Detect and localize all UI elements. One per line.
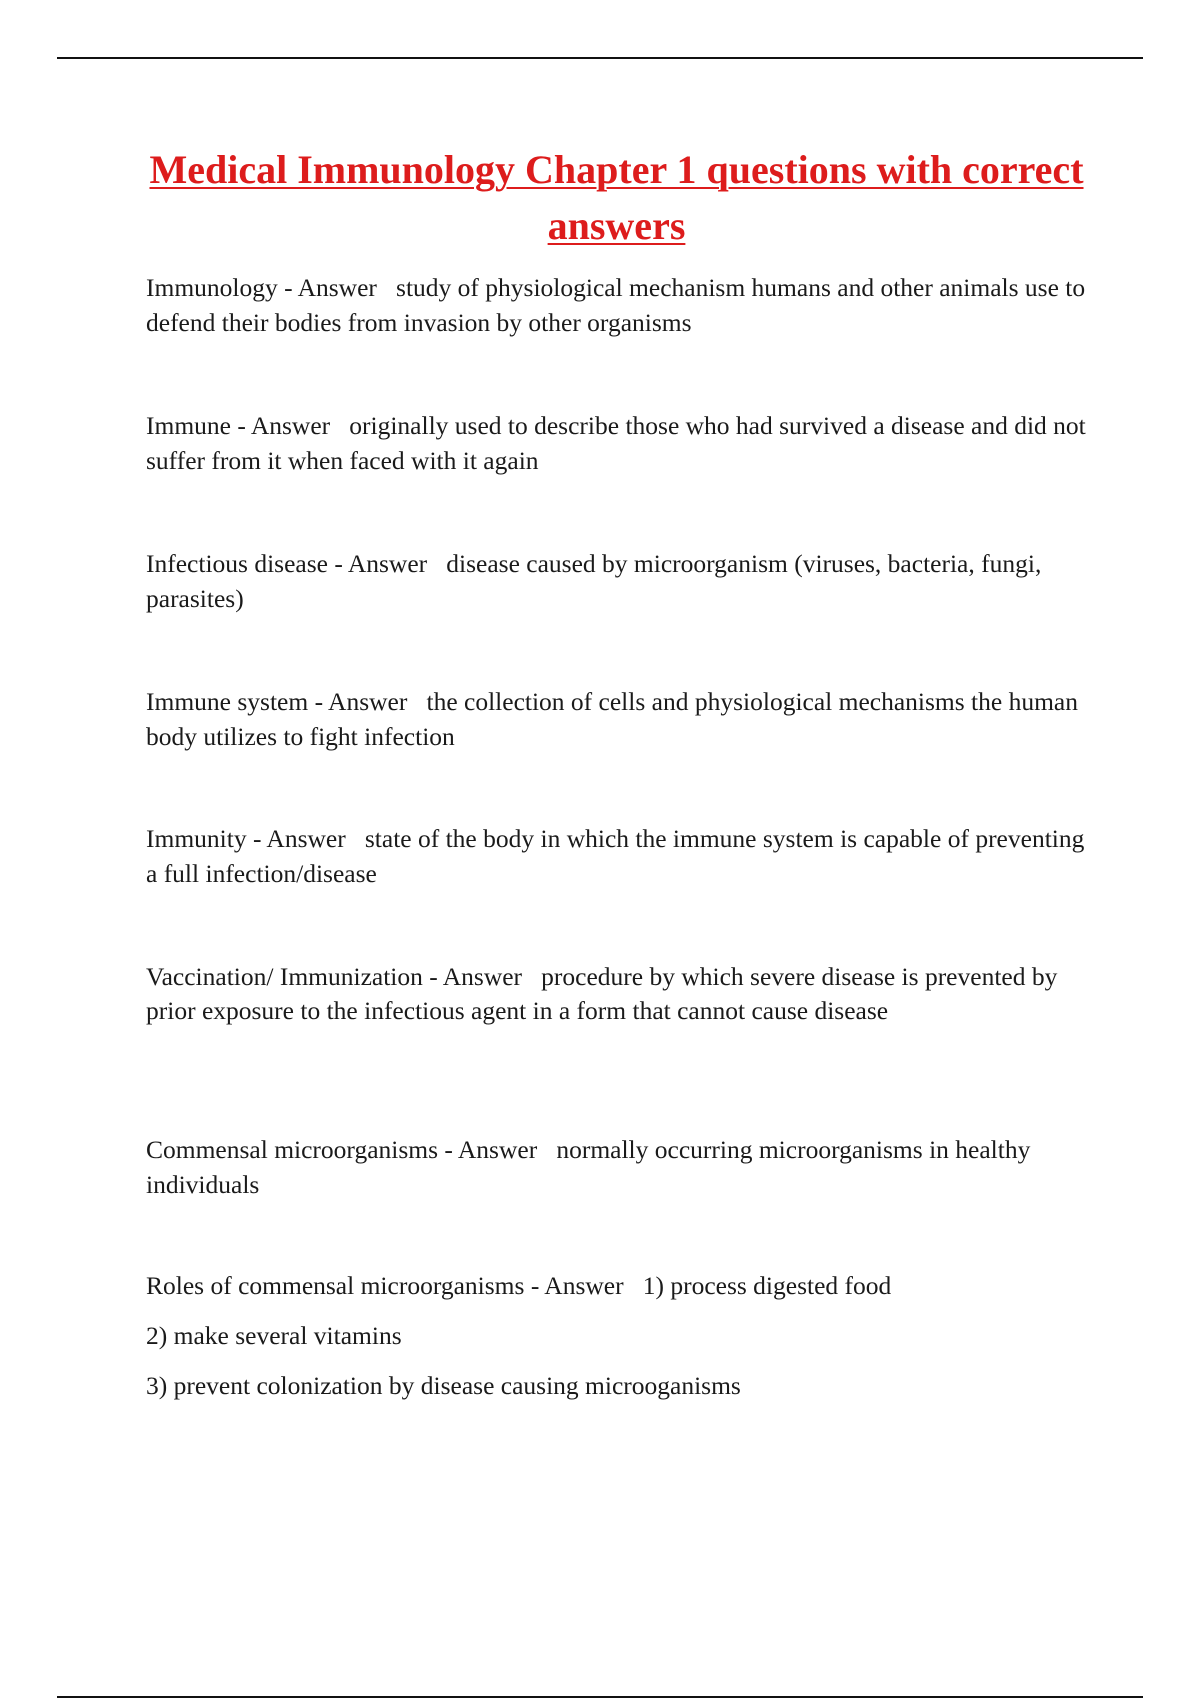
- answer-line: [146, 1268, 1086, 1303]
- top-rule: [57, 57, 1143, 59]
- answer-separator: - Answer: [246, 824, 365, 853]
- answer-separator: - Answer: [438, 1135, 557, 1164]
- answer: state of the body in which the immune system is capable of preventing a full infection/disease: [146, 824, 1085, 888]
- qa-entry: [146, 270, 1086, 340]
- answer-separator: - Answer: [327, 549, 447, 578]
- answer-separator: - Answer: [277, 273, 397, 302]
- answer: normally occurring microorganisms in healthy individuals: [146, 1135, 1031, 1199]
- qa-entry: [146, 1132, 1086, 1202]
- qa-entry: [146, 1268, 1086, 1403]
- qa-entry: [146, 684, 1086, 754]
- answer-separator: - Answer: [422, 962, 542, 991]
- answer: study of physiological mechanism humans and other animals use to defend their bodies from invasion by other organisms: [146, 273, 1086, 337]
- term: Roles of commensal microorganisms: [146, 1271, 525, 1300]
- term: Vaccination/ Immunization: [146, 962, 423, 991]
- qa-entry: [146, 821, 1086, 891]
- term: Immune: [146, 411, 231, 440]
- answer-separator: - Answer: [308, 687, 427, 716]
- term: Immunity: [146, 824, 247, 853]
- answer-line: 3) prevent colonization by disease causing microoganisms: [146, 1371, 741, 1400]
- bottom-rule: [57, 1696, 1143, 1698]
- answer-line-text: 1) process digested food: [642, 1271, 892, 1300]
- qa-entry: [146, 960, 1086, 1028]
- answer: originally used to describe those who had survived a disease and did not suffer from it when faced with it again: [146, 411, 1086, 475]
- term: Commensal microorganisms: [146, 1135, 439, 1164]
- term: Immunology: [146, 273, 278, 302]
- document-title: Medical Immunology Chapter 1 questions with correct answers: [149, 147, 1084, 248]
- term: Immune system: [146, 687, 309, 716]
- answer: procedure by which severe disease is prevented by prior exposure to the infectious agent in a form that cannot cause disease: [146, 962, 1058, 1025]
- answer-separator: - Answer: [524, 1271, 643, 1300]
- answer-line: 2) make several vitamins: [146, 1321, 402, 1350]
- qa-entry: [146, 408, 1086, 478]
- answer: disease caused by microorganism (viruses, bacteria, fungi, parasites): [146, 549, 1042, 613]
- term: Infectious disease: [146, 549, 328, 578]
- qa-entry: [146, 546, 1086, 616]
- answer: the collection of cells and physiological mechanisms the human body utilizes to fight infection: [146, 687, 1078, 751]
- answer-separator: - Answer: [230, 411, 350, 440]
